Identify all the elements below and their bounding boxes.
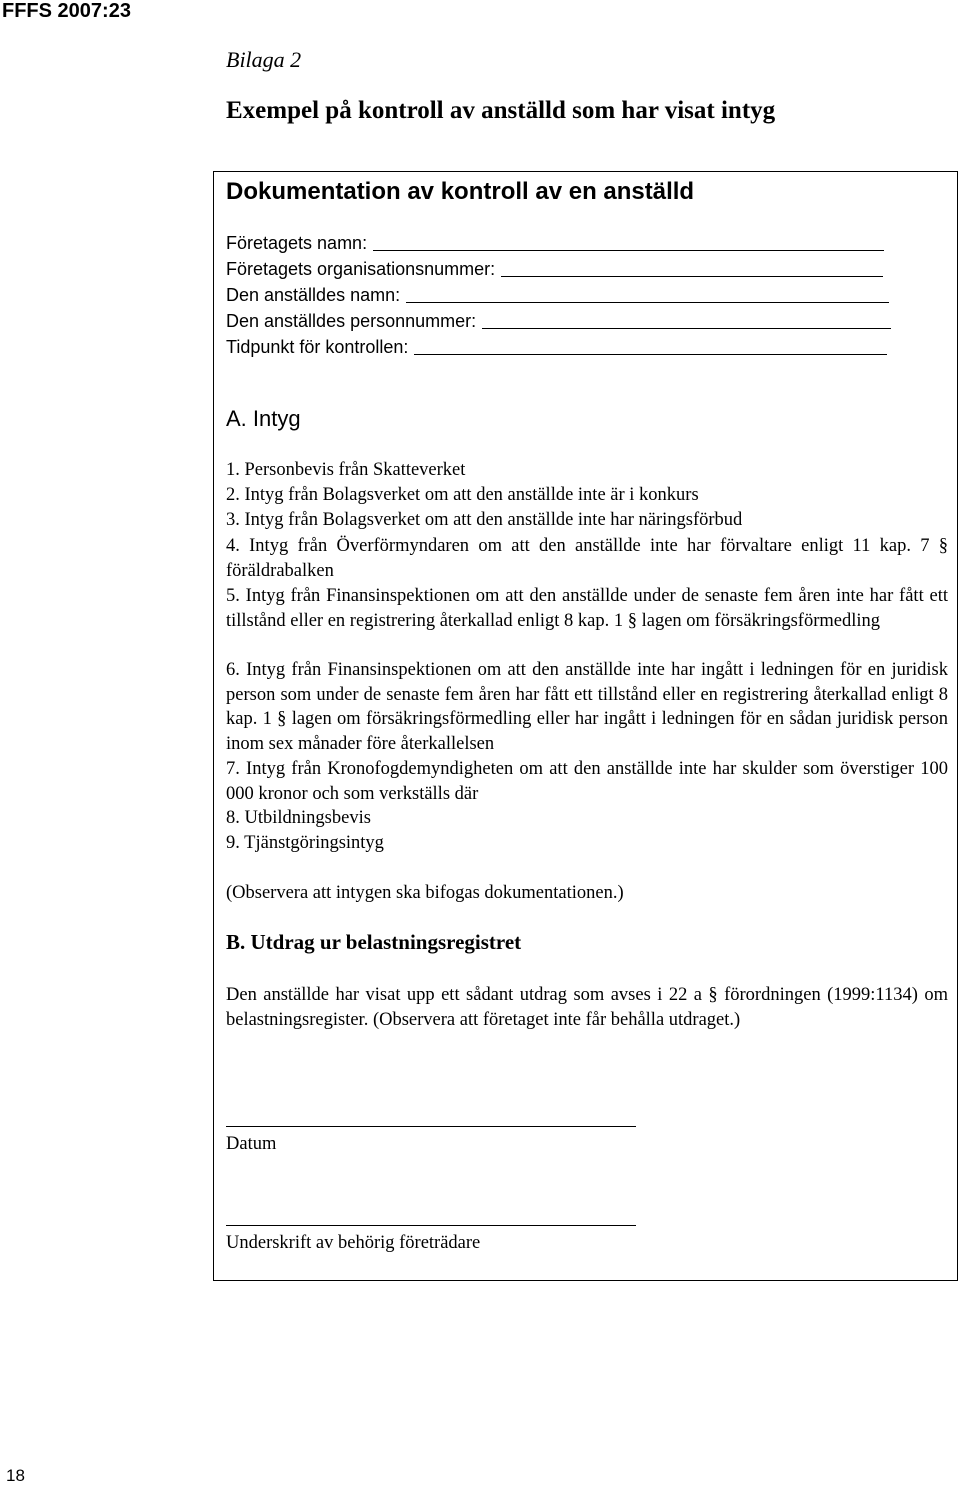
field-label: Företagets namn: xyxy=(226,233,368,253)
control-time-input[interactable] xyxy=(414,354,887,355)
attachment-note: (Observera att intygen ska bifogas dokumentationen.) xyxy=(226,883,624,903)
list-item: 9. Tjänstgöringsintyg xyxy=(226,833,384,853)
date-label: Datum xyxy=(226,1134,277,1154)
field-label: Företagets organisationsnummer: xyxy=(226,259,496,279)
field-label: Den anställdes personnummer: xyxy=(226,311,477,331)
company-name-input[interactable] xyxy=(373,250,884,251)
section-b-heading: B. Utdrag ur belastningsregistret xyxy=(226,930,522,954)
list-item: 2. Intyg från Bolagsverket om att den anställde inte är i konkurs xyxy=(226,485,699,505)
list-item: 4. Intyg från Överförmyndaren om att den anställde inte har förvaltare enligt 11 kap. 7 § föräldrabalken xyxy=(226,536,948,581)
authorized-signature-line[interactable] xyxy=(226,1225,636,1226)
list-item: 8. Utbildningsbevis xyxy=(226,808,371,828)
field-company-name xyxy=(226,232,884,254)
signature-label: Underskrift av behörig företrädare xyxy=(226,1233,481,1253)
field-label: Den anställdes namn: xyxy=(226,285,401,305)
section-a-heading: A. Intyg xyxy=(226,406,301,431)
list-item: 1. Personbevis från Skatteverket xyxy=(226,460,466,480)
date-signature-line[interactable] xyxy=(226,1126,636,1127)
document-code: FFFS 2007:23 xyxy=(2,0,131,22)
field-control-time xyxy=(226,336,887,358)
field-employee-id xyxy=(226,310,891,332)
form-title: Dokumentation av kontroll av en anställd xyxy=(226,178,695,205)
page-number: 18 xyxy=(6,1466,25,1485)
appendix-label: Bilaga 2 xyxy=(226,47,302,72)
field-org-number xyxy=(226,258,883,280)
employee-id-input[interactable] xyxy=(482,328,891,329)
employee-name-input[interactable] xyxy=(406,302,889,303)
list-item: 3. Intyg från Bolagsverket om att den anställde inte har näringsförbud xyxy=(226,510,743,530)
list-item: 7. Intyg från Kronofogdemyndigheten om att den anställde inte har skulder som överstiger 100 000 kronor och som verkställs där xyxy=(226,759,948,804)
org-number-input[interactable] xyxy=(501,276,883,277)
list-item: 6. Intyg från Finansinspektionen om att den anställde inte har ingått i ledningen för en juridisk person som under de senaste fem åren har fått ett tillstånd eller en registrering återkallad enligt 8 kap. 1 § lagen om försäkringsförmedling eller har ingått i ledningen för en sådan juridisk person inom sex månader före återkallelsen xyxy=(226,660,948,755)
field-employee-name xyxy=(226,284,889,306)
list-item: 5. Intyg från Finansinspektionen om att den anställde under de senaste fem åren inte har fått ett tillstånd eller en registrering återkallad enligt 8 kap. 1 § lagen om försäkringsförmedling xyxy=(226,586,948,631)
section-b-text: Den anställde har visat upp ett sådant utdrag som avses i 22 a § förordningen (1999:1134) om belastningsregister. (Observera att företaget inte får behålla utdraget.) xyxy=(226,985,948,1030)
field-label: Tidpunkt för kontrollen: xyxy=(226,337,409,357)
page-title: Exempel på kontroll av anställd som har visat intyg xyxy=(226,97,776,124)
